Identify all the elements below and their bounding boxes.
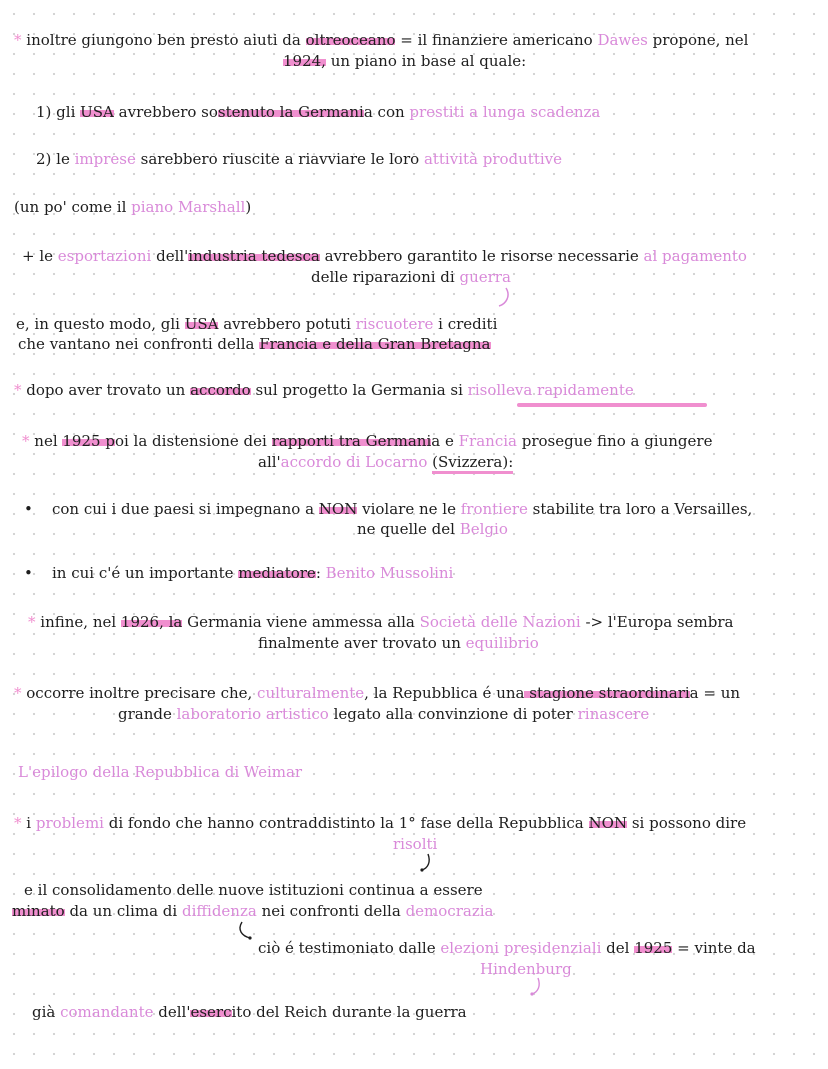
note-line: già comandante dell'esercito del Reich durante la guerra: [32, 1003, 467, 1021]
highlight: USA: [80, 103, 114, 121]
key-term: Francia: [458, 432, 517, 450]
key-term: democrazia: [405, 902, 494, 920]
note-line: 1924, un piano in base al quale:: [283, 52, 527, 70]
arrow-mark: [528, 976, 548, 1000]
bullet-star: *: [14, 381, 22, 399]
highlight: accordo: [190, 381, 251, 399]
bullet-star: *: [14, 814, 22, 832]
bullet-star: *: [28, 613, 36, 631]
key-term: comandante: [60, 1003, 154, 1021]
key-term: rinascere: [577, 705, 650, 723]
key-term: guerra: [459, 268, 511, 286]
note-line: minato da un clima di diffidenza nei confronti della democrazia: [12, 902, 494, 920]
highlight: eserc: [190, 1003, 232, 1021]
key-term: risolleva rapidamente: [467, 381, 634, 399]
bullet-dot: •: [24, 500, 33, 518]
key-term: Hindenburg: [480, 960, 572, 978]
note-line: * i problemi di fondo che hanno contraddistinto la 1° fase della Repubblica NON si possono dire: [14, 814, 747, 832]
note-line: all'accordo di Locarno (Svizzera):: [258, 452, 513, 472]
note-line: + le esportazioni dell'industria tedesca avrebbero garantito le risorse necessarie al pagamento: [22, 247, 747, 265]
arrow-mark: [418, 852, 438, 876]
note-line: * occorre inoltre precisare che, culturalmente, la Repubblica é una stagione straordinaria = un: [14, 684, 741, 702]
note-line: (un po' come il piano Marshall): [14, 198, 252, 216]
note-line: in cui c'é un importante mediatore: Benito Mussolini: [52, 564, 454, 582]
section-title: L'epilogo della Repubblica di Weimar: [18, 763, 303, 781]
key-term: elezioni presidenziali: [440, 939, 602, 957]
bullet-star: *: [22, 432, 30, 450]
highlight: industria tedesca: [188, 247, 320, 265]
note-line: 1) gli USA avrebbero sostenuto la Germania con prestiti a lunga scadenza: [36, 103, 601, 121]
arrow-mark: [234, 920, 258, 944]
highlight: NON: [588, 814, 628, 832]
key-term: diffidenza: [181, 902, 257, 920]
note-line: * nel 1925 poi la distensione dei rapporti tra Germania e Francia prosegue fino a giungere: [22, 432, 713, 450]
note-line: ne quelle del Belgio: [357, 520, 508, 538]
note-line: delle riparazioni di guerra: [311, 268, 511, 286]
note-line: * dopo aver trovato un accordo sul progetto la Germania si risolleva rapidamente: [14, 381, 634, 399]
key-term: riscuotere: [355, 315, 434, 333]
highlight: NON: [318, 500, 358, 518]
key-term: esportazioni: [57, 247, 152, 265]
key-term: equilibrio: [465, 634, 539, 652]
note-line: e, in questo modo, gli USA avrebbero potuti riscuotere i crediti: [16, 315, 498, 333]
highlight: mediatore: [238, 564, 316, 582]
bullet-star: *: [14, 31, 22, 49]
note-line: 2) le imprese sarebbero riuscite a riavviare le loro attività produttive: [36, 150, 563, 168]
highlight: Francia e della Gran Bretagna: [259, 335, 491, 353]
key-term: Dawes: [597, 31, 648, 49]
underlined-term: (Svizzera):: [432, 453, 513, 474]
key-term: laboratorio artistico: [176, 705, 329, 723]
highlight: rapporti tra Germani: [271, 432, 432, 450]
key-term: imprese: [74, 150, 136, 168]
highlight: 1925: [634, 939, 673, 957]
key-term: accordo di Locarno: [280, 453, 428, 471]
key-term: piano Marshall: [131, 198, 246, 216]
key-term: risolti: [393, 835, 438, 853]
key-term: attività produttive: [423, 150, 563, 168]
note-line: * inoltre giungono ben presto aiuti da oltreoceano = il finanziere americano Dawes propone, nel: [14, 31, 749, 49]
highlight: oltreoceano: [305, 31, 396, 49]
highlight: minato: [12, 902, 65, 920]
note-line: * infine, nel 1926, la Germania viene ammessa alla Società delle Nazioni -> l'Europa sembra: [28, 613, 734, 631]
key-term: Società delle Nazioni: [419, 613, 581, 631]
key-term: frontiere: [460, 500, 528, 518]
highlight: 1925 p: [62, 432, 115, 450]
highlight: stagione straordinari: [524, 684, 690, 702]
note-line: con cui i due paesi si impegnano a NON violare ne le frontiere stabilite tra loro a Versailles,: [52, 500, 753, 518]
key-term: Benito Mussolini: [325, 564, 454, 582]
highlight: USA: [184, 315, 219, 333]
key-term: Belgio: [459, 520, 508, 538]
key-term: al pagamento: [643, 247, 747, 265]
arrow-mark: [496, 286, 516, 310]
key-term: problemi: [35, 814, 104, 832]
key-term: culturalmente: [257, 684, 365, 702]
highlight: 1926, la: [120, 613, 183, 631]
note-line: finalmente aver trovato un equilibrio: [258, 634, 539, 652]
note-line: che vantano nei confronti della Francia e della Gran Bretagna: [18, 335, 491, 353]
note-line: e il consolidamento delle nuove istituzioni continua a essere: [24, 881, 483, 899]
note-line: grande laboratorio artistico legato alla convinzione di poter rinascere: [118, 705, 650, 723]
underline-stroke: [517, 400, 717, 410]
note-line: ciò é testimoniato dalle elezioni presidenziali del 1925 = vinte da: [258, 939, 756, 957]
bullet-star: *: [14, 684, 22, 702]
highlight: 1924,: [283, 52, 326, 70]
key-term: prestiti a lunga scadenza: [409, 103, 601, 121]
highlight: stenuto la Germani: [217, 103, 364, 121]
bullet-dot: •: [24, 564, 33, 582]
